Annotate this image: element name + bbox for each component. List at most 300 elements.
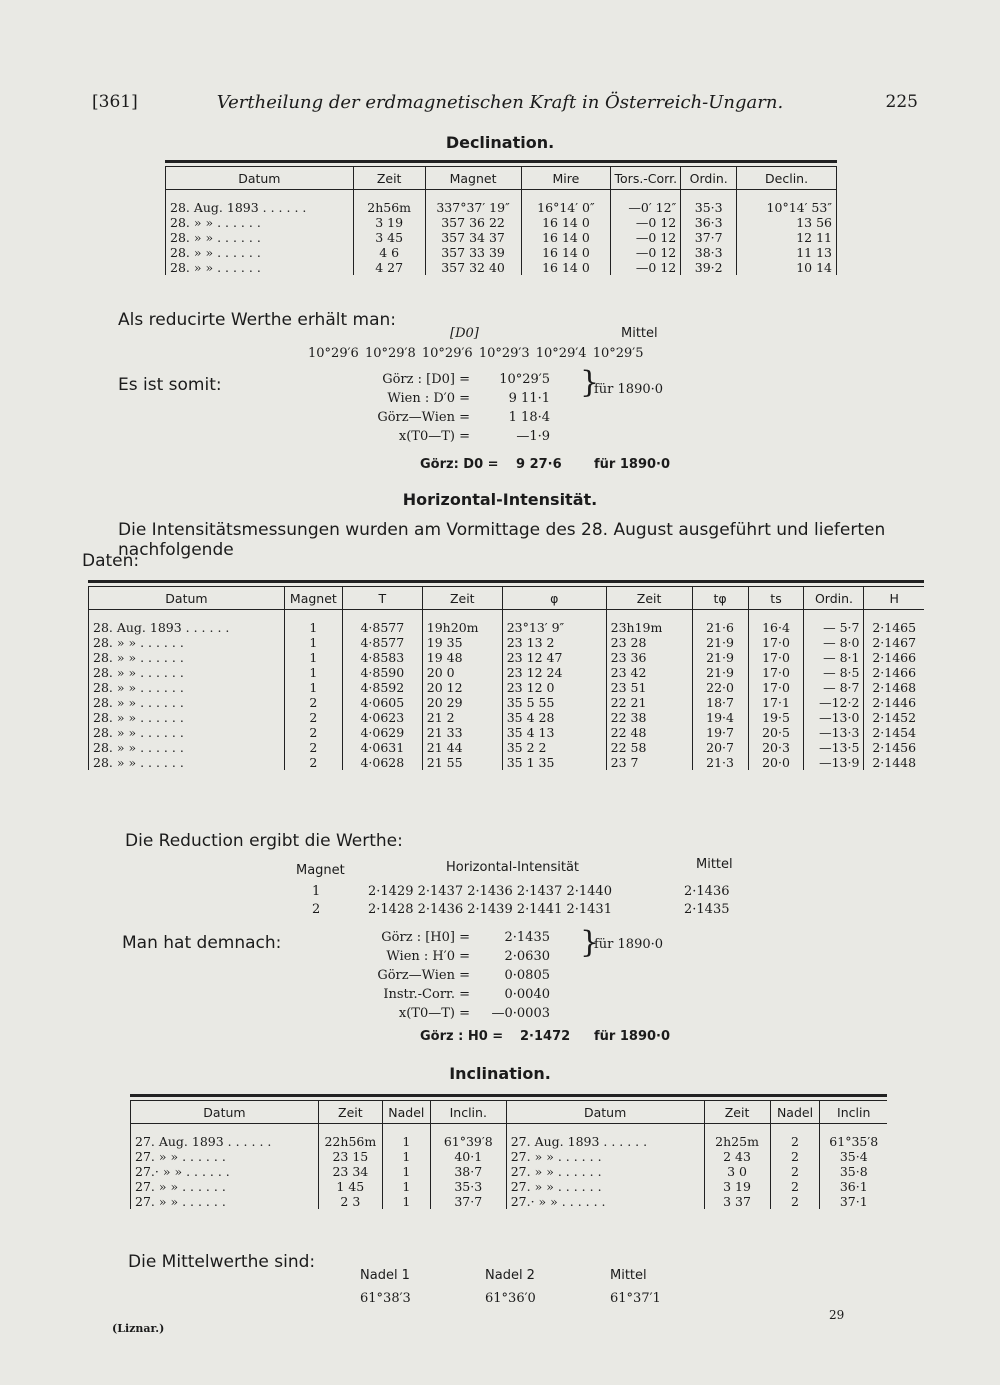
declination-result-intro: Es ist somit: (118, 375, 222, 395)
result-row (370, 429, 670, 448)
reduction-mittel: 2·1436 (684, 884, 730, 899)
table-cell: 2·1456 (864, 740, 924, 755)
page-reference: [361] (92, 92, 138, 112)
horizontal-heading: Horizontal-Intensität. (402, 490, 598, 509)
table-cell: 2 (284, 710, 342, 725)
reduction-values: 2·1429 2·1437 2·1436 2·1437 2·1440 (368, 884, 612, 899)
table-cell: 35·8 (820, 1164, 887, 1179)
table-cell: 61°39′8 (430, 1124, 506, 1150)
result-label: Instr.-Corr. = (383, 987, 470, 1002)
table-cell: 28. » » . . . . . . (89, 635, 285, 650)
column-header: Inclin (820, 1101, 887, 1124)
reduction-mittel: 2·1435 (684, 902, 730, 917)
table-cell: 27.· » » . . . . . . (131, 1164, 319, 1179)
reduction-intro: Die Reduction ergibt die Werthe: (125, 831, 403, 851)
result-label: x(T0—T) = (398, 1006, 470, 1021)
table-cell: 22·0 (692, 680, 748, 695)
table-row (89, 635, 925, 650)
table-cell: 28. » » . . . . . . (166, 260, 354, 275)
horizontal-table-wrap (88, 580, 924, 770)
table-cell: 4·0628 (342, 755, 422, 770)
table-cell: 12 11 (737, 230, 837, 245)
table-cell: 20 0 (422, 665, 502, 680)
table-cell: 22 58 (606, 740, 692, 755)
column-header: tφ (692, 587, 748, 610)
table-cell: 16 14 0 (521, 230, 611, 245)
table-cell: 2 43 (704, 1149, 770, 1164)
table-cell: 28. Aug. 1893 . . . . . . (89, 610, 285, 636)
table-cell: 4·0605 (342, 695, 422, 710)
table-cell: 23 28 (606, 635, 692, 650)
table-cell: 2h56m (353, 190, 425, 216)
declination-table-wrap (165, 160, 837, 275)
table-cell: 13 56 (737, 215, 837, 230)
table-cell: —13·5 (804, 740, 864, 755)
table-cell: 35 4 28 (502, 710, 606, 725)
table-cell: 357 33 39 (425, 245, 521, 260)
table-cell: 23 13 2 (502, 635, 606, 650)
mean-label: Nadel 2 (485, 1268, 535, 1283)
column-header: φ (502, 587, 606, 610)
table-cell: 21 44 (422, 740, 502, 755)
table-cell: 19 48 (422, 650, 502, 665)
table-cell: 4 27 (353, 260, 425, 275)
inclination-table-wrap (130, 1094, 887, 1209)
declination-heading: Declination. (445, 133, 555, 152)
table-cell: 1 (382, 1124, 430, 1150)
table-cell: 2·1467 (864, 635, 924, 650)
table-cell: 22h56m (318, 1124, 382, 1150)
table-cell: 1 (284, 650, 342, 665)
reduced-values: 10°29′6 10°29′8 10°29′6 10°29′3 10°29′4 10°29′5 (308, 346, 644, 361)
table-cell: 27. » » . . . . . . (506, 1149, 704, 1164)
table-cell: 38·3 (681, 245, 737, 260)
table-cell: 17·0 (748, 635, 804, 650)
table-cell: 35 5 55 (502, 695, 606, 710)
table-cell: 2·1465 (864, 610, 924, 636)
mean-column (360, 1268, 450, 1306)
table-cell: 1 (284, 635, 342, 650)
table-cell: 19·5 (748, 710, 804, 725)
table-cell: 28. » » . . . . . . (166, 245, 354, 260)
result-brace: } (580, 925, 600, 960)
table-cell: 2 (770, 1149, 820, 1164)
table-row (89, 695, 925, 710)
table-cell: 23 42 (606, 665, 692, 680)
table-cell: 23 15 (318, 1149, 382, 1164)
table-cell: 61°35′8 (820, 1124, 887, 1150)
table-cell: 23 51 (606, 680, 692, 695)
table-cell: 19·7 (692, 725, 748, 740)
table-cell: 28. » » . . . . . . (166, 215, 354, 230)
table-row (131, 1149, 888, 1164)
result-value: 2·1435 (504, 930, 550, 945)
table-cell: 17·0 (748, 650, 804, 665)
table-cell: —13·9 (804, 755, 864, 770)
table-cell: 28. » » . . . . . . (89, 755, 285, 770)
table-cell: 35 4 13 (502, 725, 606, 740)
table-row (89, 755, 925, 770)
table-cell: 2 (770, 1179, 820, 1194)
table-cell: 27. » » . . . . . . (131, 1179, 319, 1194)
mean-value: 61°37′1 (610, 1291, 661, 1306)
result-value: —0·0003 (491, 1006, 550, 1021)
reduction-row (312, 902, 742, 920)
table-row (166, 190, 837, 216)
table-cell: 35·3 (430, 1179, 506, 1194)
table-cell: 1 45 (318, 1179, 382, 1194)
table-cell: —0 12 (611, 230, 681, 245)
table-cell: 28. » » . . . . . . (89, 680, 285, 695)
table-cell: 22 48 (606, 725, 692, 740)
result-value: 9 11·1 (508, 391, 550, 406)
table-cell: 23 12 0 (502, 680, 606, 695)
table-row (89, 665, 925, 680)
table-cell: 23 12 24 (502, 665, 606, 680)
table-cell: 1 (284, 610, 342, 636)
result-value: 10°29′5 (499, 372, 550, 387)
result-value: 0·0040 (504, 987, 550, 1002)
mean-intro: Die Mittelwerthe sind: (128, 1252, 316, 1272)
reduction-header-values: Horizontal-Intensität (446, 860, 580, 875)
table-cell: 1 (382, 1194, 430, 1209)
table-cell: 1 (284, 665, 342, 680)
reduction-magnet: 1 (312, 884, 321, 899)
mean-label: Nadel 1 (360, 1268, 410, 1283)
table-cell: 27. » » . . . . . . (506, 1179, 704, 1194)
column-header: Nadel (382, 1101, 430, 1124)
table-cell: 21 55 (422, 755, 502, 770)
reduced-label: [D0] (450, 326, 479, 341)
table-cell: 21 33 (422, 725, 502, 740)
table-cell: 35·4 (820, 1149, 887, 1164)
result-label: x(T0—T) = (398, 429, 470, 444)
table-cell: 3 45 (353, 230, 425, 245)
declination-table (165, 166, 837, 275)
table-row (89, 680, 925, 695)
table-cell: 22 38 (606, 710, 692, 725)
table-cell: 37·7 (681, 230, 737, 245)
table-cell: 2 (284, 725, 342, 740)
table-cell: 17·1 (748, 695, 804, 710)
table-cell: 35·3 (681, 190, 737, 216)
result-row (370, 1006, 670, 1025)
table-cell: 4·8577 (342, 610, 422, 636)
table-cell: 20·5 (748, 725, 804, 740)
table-cell: 2 (770, 1194, 820, 1209)
horizontal-result-intro: Man hat demnach: (122, 933, 282, 953)
table-cell: — 5·7 (804, 610, 864, 636)
mean-label: Mittel (610, 1268, 647, 1283)
result-brace: } (580, 365, 600, 400)
horizontal-final-value: 2·1472 (520, 1029, 571, 1044)
column-header: Zeit (606, 587, 692, 610)
table-top-rule (165, 160, 837, 163)
column-header: Magnet (425, 167, 521, 190)
table-cell: 38·7 (430, 1164, 506, 1179)
mean-column (485, 1268, 575, 1306)
column-header: Magnet (284, 587, 342, 610)
table-row (166, 260, 837, 275)
result-label: Görz : [H0] = (381, 930, 470, 945)
table-cell: 28. » » . . . . . . (89, 650, 285, 665)
inclination-means (360, 1268, 690, 1312)
table-cell: 2·1466 (864, 650, 924, 665)
table-cell: 4·8577 (342, 635, 422, 650)
table-top-rule (88, 580, 924, 583)
table-cell: 27. » » . . . . . . (131, 1149, 319, 1164)
footer-author: (Liznar.) (112, 1322, 165, 1335)
table-cell: — 8·5 (804, 665, 864, 680)
table-row (89, 740, 925, 755)
table-cell: 27. » » . . . . . . (506, 1164, 704, 1179)
column-header: H (864, 587, 924, 610)
table-cell: 23°13′ 9″ (502, 610, 606, 636)
table-cell: 27. » » . . . . . . (131, 1194, 319, 1209)
column-header: Mire (521, 167, 611, 190)
result-value: 2·0630 (504, 949, 550, 964)
table-row (131, 1124, 888, 1150)
column-header: Datum (166, 167, 354, 190)
table-cell: 27. Aug. 1893 . . . . . . (506, 1124, 704, 1150)
result-label: Görz—Wien = (377, 410, 470, 425)
declination-final-note: für 1890·0 (594, 457, 671, 472)
table-cell: 22 21 (606, 695, 692, 710)
column-header: Zeit (353, 167, 425, 190)
table-row (131, 1179, 888, 1194)
table-cell: 28. Aug. 1893 . . . . . . (166, 190, 354, 216)
table-cell: 3 37 (704, 1194, 770, 1209)
table-cell: 23 7 (606, 755, 692, 770)
column-header: Declin. (737, 167, 837, 190)
table-row (166, 245, 837, 260)
table-cell: 2·1454 (864, 725, 924, 740)
column-header: Datum (131, 1101, 319, 1124)
declination-final-label: Görz: D0 = (420, 457, 499, 472)
horizontal-brace-note: für 1890·0 (594, 937, 664, 952)
result-label: Wien : D′0 = (387, 391, 470, 406)
table-cell: 2·1446 (864, 695, 924, 710)
table-cell: 28. » » . . . . . . (89, 665, 285, 680)
table-cell: 28. » » . . . . . . (89, 695, 285, 710)
footer-sheet-number: 29 (829, 1308, 845, 1322)
column-header: ts (748, 587, 804, 610)
table-row (131, 1164, 888, 1179)
table-cell: —0 12 (611, 245, 681, 260)
table-cell: 20·3 (748, 740, 804, 755)
table-cell: 19 35 (422, 635, 502, 650)
table-cell: — 8·7 (804, 680, 864, 695)
column-header: Ordin. (804, 587, 864, 610)
table-cell: 19·4 (692, 710, 748, 725)
table-cell: 17·0 (748, 680, 804, 695)
table-cell: 1 (284, 680, 342, 695)
table-cell: 37·7 (430, 1194, 506, 1209)
table-cell: 337°37′ 19″ (425, 190, 521, 216)
table-cell: 36·3 (681, 215, 737, 230)
table-cell: —0′ 12″ (611, 190, 681, 216)
reduction-header-magnet: Magnet (296, 863, 345, 878)
table-cell: 27.· » » . . . . . . (506, 1194, 704, 1209)
table-cell: 20 29 (422, 695, 502, 710)
table-cell: 2 (770, 1164, 820, 1179)
table-cell: 21·9 (692, 650, 748, 665)
table-cell: —13·3 (804, 725, 864, 740)
table-cell: 16 14 0 (521, 215, 611, 230)
table-cell: 2 (284, 755, 342, 770)
table-row (89, 725, 925, 740)
table-cell: 1 (382, 1149, 430, 1164)
horizontal-table (88, 586, 924, 770)
table-cell: —0 12 (611, 260, 681, 275)
inclination-heading: Inclination. (449, 1064, 551, 1083)
table-cell: 35 1 35 (502, 755, 606, 770)
result-row (370, 987, 670, 1006)
table-cell: 4 6 (353, 245, 425, 260)
table-cell: 3 19 (353, 215, 425, 230)
table-top-rule (130, 1094, 887, 1097)
table-cell: 40·1 (430, 1149, 506, 1164)
result-value: 0·0805 (504, 968, 550, 983)
reduction-header-mittel: Mittel (696, 857, 733, 872)
table-cell: 28. » » . . . . . . (166, 230, 354, 245)
table-cell: 23 12 47 (502, 650, 606, 665)
table-row (89, 610, 925, 636)
table-cell: 21·3 (692, 755, 748, 770)
table-cell: 2·1468 (864, 680, 924, 695)
mean-column (610, 1268, 700, 1306)
table-row (89, 710, 925, 725)
horizontal-intro-line2: Daten: (82, 551, 140, 571)
table-cell: 4·0631 (342, 740, 422, 755)
column-header: Datum (506, 1101, 704, 1124)
table-cell: 21·6 (692, 610, 748, 636)
table-cell: 23h19m (606, 610, 692, 636)
declination-reduced-intro: Als reducirte Werthe erhält man: (118, 310, 397, 330)
table-cell: 27. Aug. 1893 . . . . . . (131, 1124, 319, 1150)
table-cell: 10°14′ 53″ (737, 190, 837, 216)
table-cell: 21 2 (422, 710, 502, 725)
table-cell: 35 2 2 (502, 740, 606, 755)
column-header: Zeit (318, 1101, 382, 1124)
table-row (166, 230, 837, 245)
declination-brace-note: für 1890·0 (594, 382, 664, 397)
table-cell: 17·0 (748, 665, 804, 680)
table-cell: 4·0623 (342, 710, 422, 725)
table-cell: 16°14′ 0″ (521, 190, 611, 216)
table-cell: 1 (382, 1164, 430, 1179)
table-cell: 2h25m (704, 1124, 770, 1150)
table-cell: 16·4 (748, 610, 804, 636)
reduction-row (312, 884, 742, 902)
column-header: Inclin. (430, 1101, 506, 1124)
table-cell: 16 14 0 (521, 245, 611, 260)
table-cell: 3 19 (704, 1179, 770, 1194)
table-cell: 21·9 (692, 665, 748, 680)
result-label: Görz : [D0] = (382, 372, 470, 387)
table-cell: —13·0 (804, 710, 864, 725)
column-header: Zeit (704, 1101, 770, 1124)
column-header: Nadel (770, 1101, 820, 1124)
table-cell: 23 36 (606, 650, 692, 665)
table-cell: 10 14 (737, 260, 837, 275)
reduced-mittel-label: Mittel (621, 326, 658, 341)
result-row (370, 410, 670, 429)
page-number: 225 (885, 92, 918, 112)
table-cell: 357 36 22 (425, 215, 521, 230)
result-label: Wien : H′0 = (386, 949, 470, 964)
table-cell: — 8·0 (804, 635, 864, 650)
table-cell: —12·2 (804, 695, 864, 710)
table-cell: 4·8590 (342, 665, 422, 680)
table-cell: 2 (284, 695, 342, 710)
reduction-magnet: 2 (312, 902, 321, 917)
horizontal-final-label: Görz : H0 = (420, 1029, 504, 1044)
column-header: Tors.-Corr. (611, 167, 681, 190)
horizontal-final-note: für 1890·0 (594, 1029, 671, 1044)
table-cell: 2 (770, 1124, 820, 1150)
result-value: —1·9 (516, 429, 550, 444)
column-header: T (342, 587, 422, 610)
table-row (131, 1194, 888, 1209)
table-cell: —0 12 (611, 215, 681, 230)
table-cell: 16 14 0 (521, 260, 611, 275)
reduction-rows (312, 884, 742, 920)
mean-value: 61°38′3 (360, 1291, 411, 1306)
table-cell: 4·0629 (342, 725, 422, 740)
table-row (166, 215, 837, 230)
table-cell: 1 (382, 1179, 430, 1194)
table-cell: 20·7 (692, 740, 748, 755)
reduction-values: 2·1428 2·1436 2·1439 2·1441 2·1431 (368, 902, 612, 917)
table-cell: 357 32 40 (425, 260, 521, 275)
table-cell: 28. » » . . . . . . (89, 740, 285, 755)
table-cell: 37·1 (820, 1194, 887, 1209)
result-value: 1 18·4 (508, 410, 550, 425)
table-cell: 21·9 (692, 635, 748, 650)
horizontal-intro-line1: Die Intensitätsmessungen wurden am Vormittage des 28. August ausgeführt und lieferten nachfolgende (118, 520, 886, 560)
table-cell: 28. » » . . . . . . (89, 710, 285, 725)
table-cell: 4·8592 (342, 680, 422, 695)
table-cell: 2·1452 (864, 710, 924, 725)
table-cell: 357 34 37 (425, 230, 521, 245)
table-cell: 2·1466 (864, 665, 924, 680)
table-cell: 11 13 (737, 245, 837, 260)
column-header: Zeit (422, 587, 502, 610)
column-header: Ordin. (681, 167, 737, 190)
inclination-table (130, 1100, 887, 1209)
result-row (370, 968, 670, 987)
running-title: Vertheilung der erdmagnetischen Kraft in Österreich-Ungarn. (216, 92, 784, 113)
table-cell: 2·1448 (864, 755, 924, 770)
table-cell: 20 12 (422, 680, 502, 695)
table-cell: 36·1 (820, 1179, 887, 1194)
table-cell: 20·0 (748, 755, 804, 770)
table-cell: 28. » » . . . . . . (89, 725, 285, 740)
table-cell: 18·7 (692, 695, 748, 710)
table-cell: 4·8583 (342, 650, 422, 665)
table-cell: 19h20m (422, 610, 502, 636)
mean-value: 61°36′0 (485, 1291, 536, 1306)
table-cell: — 8·1 (804, 650, 864, 665)
column-header: Datum (89, 587, 285, 610)
result-label: Görz—Wien = (377, 968, 470, 983)
table-cell: 23 34 (318, 1164, 382, 1179)
table-cell: 3 0 (704, 1164, 770, 1179)
table-cell: 39·2 (681, 260, 737, 275)
table-row (89, 650, 925, 665)
declination-final-value: 9 27·6 (516, 457, 562, 472)
